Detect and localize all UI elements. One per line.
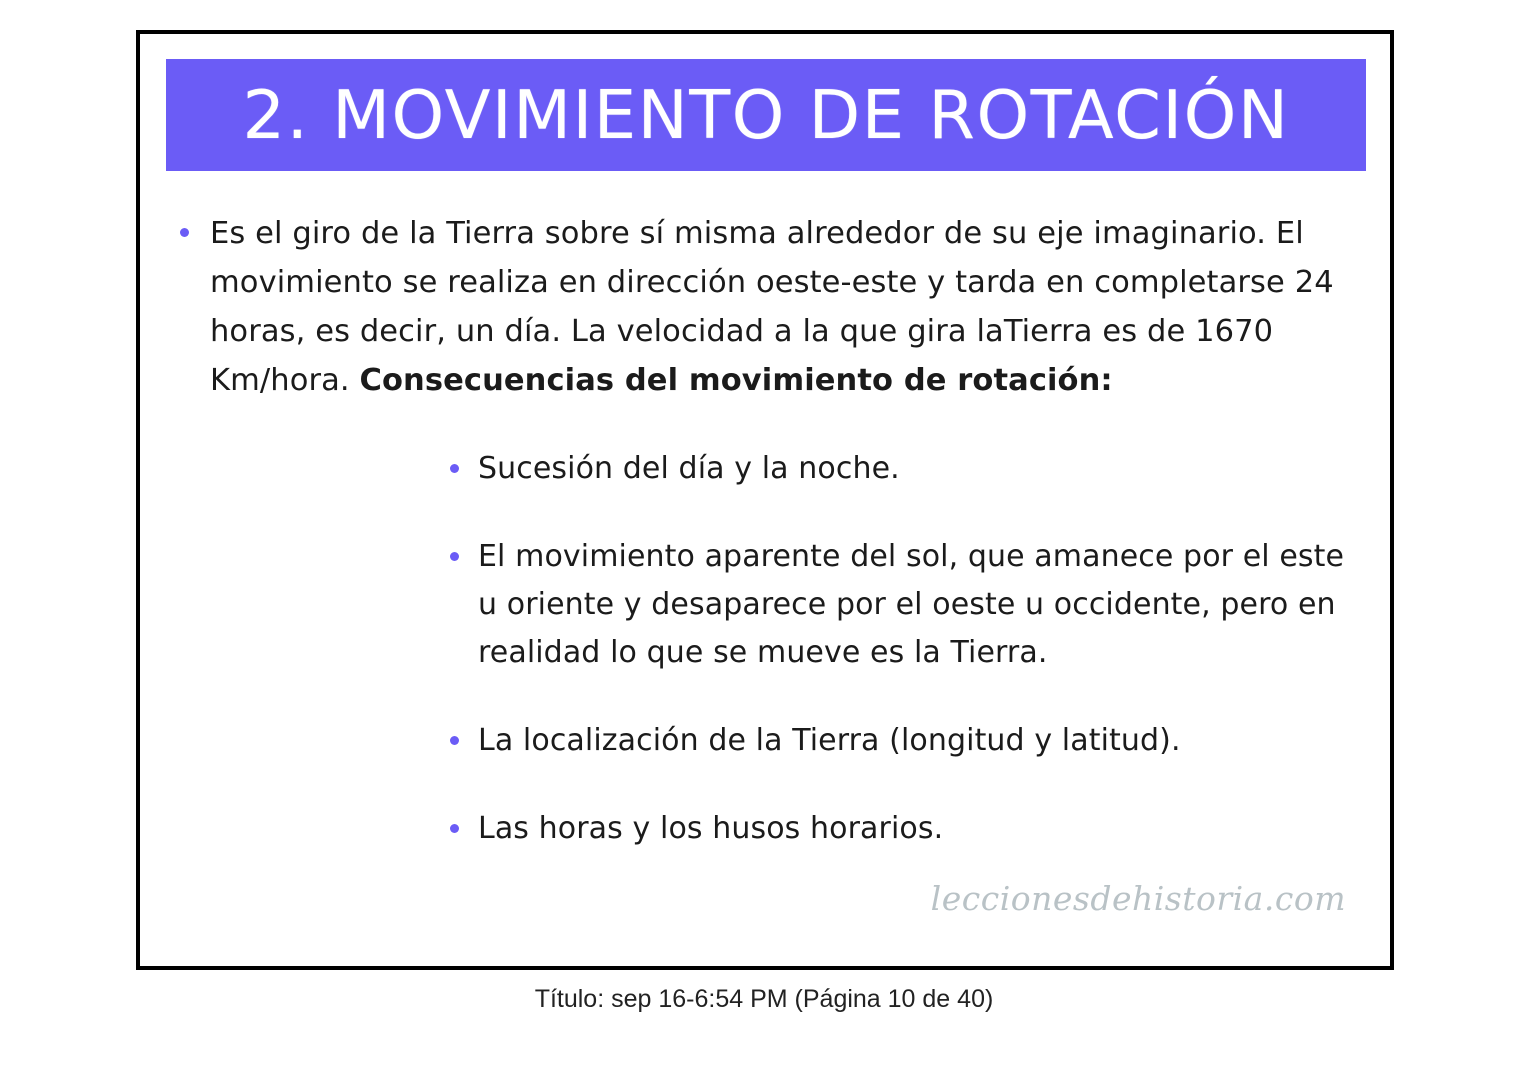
list-item-label: Sucesión del día y la noche. <box>478 451 900 486</box>
page-title: 2. MOVIMIENTO DE ROTACIÓN <box>242 75 1290 154</box>
list-item-label: La localización de la Tierra (longitud y latitud). <box>478 723 1181 758</box>
lead-paragraph-emphasis: Consecuencias del movimiento de rotación: <box>359 363 1113 398</box>
list-item <box>446 805 1368 853</box>
list-item <box>446 717 1368 765</box>
watermark: leccionesdehistoria.com <box>930 879 1346 918</box>
slide-frame <box>136 30 1394 970</box>
bullet-dot-icon <box>450 552 459 561</box>
list-item <box>166 209 1376 405</box>
list-item <box>446 445 1368 493</box>
page-caption: Título: sep 16-6:54 PM (Página 10 de 40) <box>534 985 994 1013</box>
list-item-label: El movimiento aparente del sol, que amanece por el este u oriente y desaparece por el oeste u occidente, pero en realidad lo que se mueve es la Tierra. <box>478 539 1345 670</box>
bullet-dot-icon <box>180 228 189 237</box>
slide-title-band <box>166 59 1366 171</box>
bullet-dot-icon <box>450 464 459 473</box>
lead-paragraph <box>210 209 1340 405</box>
bullet-dot-icon <box>450 824 459 833</box>
sub-bullet-list <box>166 445 1376 853</box>
list-item <box>446 533 1368 677</box>
bullet-dot-icon <box>450 736 459 745</box>
slide-body <box>166 209 1376 853</box>
lead-paragraph-text: Es el giro de la Tierra sobre sí misma alrededor de su eje imaginario. El movimiento se realiza en dirección oeste-este y tarda en completarse 24 horas, es decir, un día. La velocidad a la que gira laTierra es de 1670 Km/hora. <box>210 216 1334 398</box>
list-item-label: Las horas y los husos horarios. <box>478 811 944 846</box>
